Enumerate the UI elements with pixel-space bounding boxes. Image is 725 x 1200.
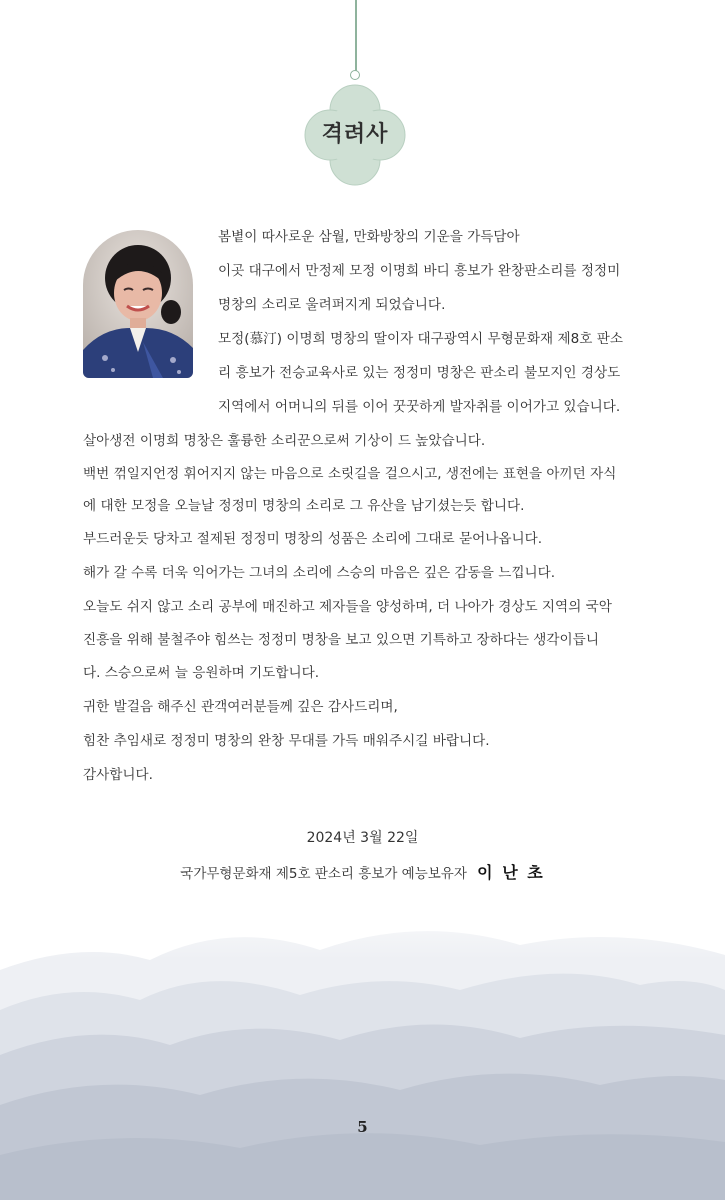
signer-affiliation: 국가무형문화재 제5호 판소리 흥보가 예능보유자 (180, 866, 467, 882)
hanging-line (355, 0, 357, 72)
letter-date: 2024년 3월 22일 (306, 830, 419, 846)
hanging-ring (350, 70, 360, 80)
signer-name: 이 난 초 (477, 863, 545, 882)
letter-line: 지역에서 어머니의 뒤를 이어 꿋꿋하게 발자취를 이어가고 있습니다. (218, 399, 621, 415)
letter-line: 오늘도 쉬지 않고 소리 공부에 매진하고 제자들을 양성하며, 더 나아가 경상도 지역의 국악 (83, 599, 612, 615)
letter-line: 귀한 발걸음 해주신 관객여러분들께 깊은 감사드리며, (83, 699, 398, 715)
letter-line: 감사합니다. (83, 767, 153, 783)
letter-line: 힘찬 추임새로 정정미 명창의 완창 무대를 가득 매워주시길 바랍니다. (83, 733, 490, 749)
letter-line: 봄볕이 따사로운 삼월, 만화방창의 기운을 가득담아 (218, 229, 520, 245)
signature-line (0, 860, 725, 883)
page-title: 격려사 (321, 122, 389, 147)
letter-line: 부드러운듯 당차고 절제된 정정미 명창의 성품은 소리에 그대로 묻어나옵니다. (83, 531, 543, 547)
letter-line: 진흥을 위해 불철주야 힘쓰는 정정미 명창을 보고 있으면 기특하고 장하다는 생각이듭니 (83, 632, 599, 648)
letter-line: 모정(慕汀) 이명희 명창의 딸이자 대구광역시 무형문화재 제8호 판소 (218, 331, 623, 347)
letter-line: 해가 갈 수록 더욱 익어가는 그녀의 소리에 스승의 마음은 깊은 감동을 느낍니다. (83, 565, 556, 581)
letter-line: 에 대한 모정을 오늘날 정정미 명창의 소리로 그 유산을 남기셨는듯 합니다. (83, 498, 525, 514)
letter-line: 이곳 대구에서 만정제 모정 이명희 바디 흥보가 완창판소리를 정정미 (218, 263, 621, 279)
letter-line: 살아생전 이명희 명창은 훌륭한 소리꾼으로써 기상이 드 높았습니다. (83, 433, 486, 449)
letter-line: 다. 스승으로써 늘 응원하며 기도합니다. (83, 665, 320, 681)
portrait-photo (83, 230, 193, 378)
letter-line: 리 흥보가 전승교육사로 있는 정정미 명창은 판소리 불모지인 경상도 (218, 365, 621, 381)
letter-line: 명창의 소리로 울려퍼지게 되었습니다. (218, 297, 446, 313)
mountain-landscape-icon (0, 880, 725, 1200)
letter-line: 백번 꺾일지언정 휘어지지 않는 마음으로 소릿길을 걸으시고, 생전에는 표현을 아끼던 자식 (83, 466, 617, 482)
page-number: 5 (357, 1118, 368, 1136)
